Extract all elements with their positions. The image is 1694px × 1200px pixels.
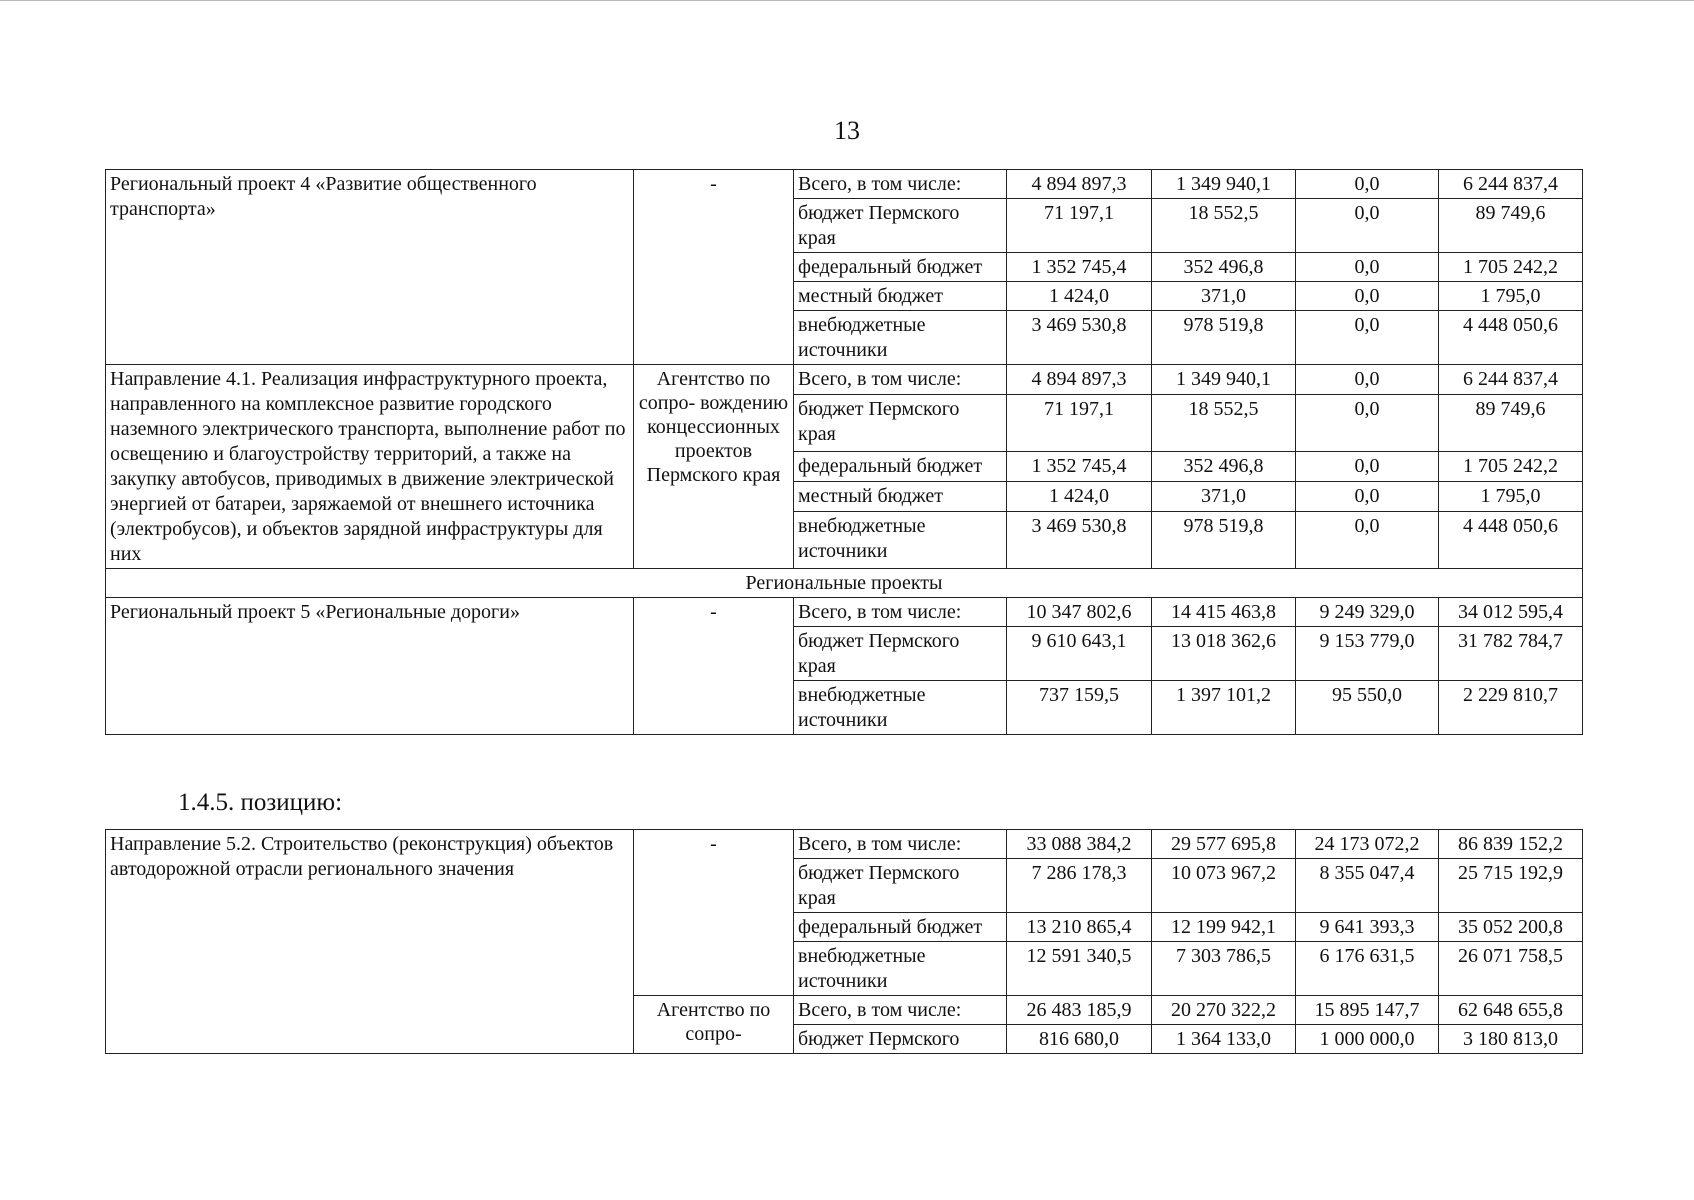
value-cell: 0,0 <box>1296 482 1439 512</box>
value-cell: 13 018 362,6 <box>1152 627 1296 681</box>
value-cell: 1 349 940,1 <box>1152 170 1296 199</box>
value-cell: 1 424,0 <box>1007 482 1152 512</box>
value-cell: 1 364 133,0 <box>1152 1025 1296 1054</box>
value-cell: 15 895 147,7 <box>1296 996 1439 1025</box>
value-cell: 29 577 695,8 <box>1152 830 1296 859</box>
value-cell: 371,0 <box>1152 482 1296 512</box>
funding-source-label: Всего, в том числе: <box>794 996 1007 1025</box>
value-cell: 737 159,5 <box>1007 681 1152 735</box>
value-cell: 2 229 810,7 <box>1439 681 1583 735</box>
value-cell: 25 715 192,9 <box>1439 859 1583 913</box>
value-cell: 978 519,8 <box>1152 512 1296 569</box>
value-cell: 0,0 <box>1296 512 1439 569</box>
funding-source-label: Всего, в том числе: <box>794 830 1007 859</box>
value-cell: 3 180 813,0 <box>1439 1025 1583 1054</box>
funding-source-label: Всего, в том числе: <box>794 598 1007 627</box>
section-header: Региональные проекты <box>106 569 1583 598</box>
value-cell: 1 705 242,2 <box>1439 451 1583 481</box>
value-cell: 0,0 <box>1296 365 1439 395</box>
funding-source-label: внебюджетные источники <box>794 311 1007 365</box>
value-cell: 371,0 <box>1152 282 1296 311</box>
project-name-cell: Региональный проект 4 «Развитие общественного транспорта» <box>106 170 634 365</box>
value-cell: 89 749,6 <box>1439 395 1583 451</box>
page-number: 13 <box>834 116 860 145</box>
funding-source-label: федеральный бюджет <box>794 913 1007 942</box>
value-cell: 8 355 047,4 <box>1296 859 1439 913</box>
direction-name-cell: Направление 5.2. Строительство (реконструкция) объектов автодорожной отрасли регионального значения <box>106 830 634 1054</box>
value-cell: 0,0 <box>1296 170 1439 199</box>
value-cell: 9 153 779,0 <box>1296 627 1439 681</box>
value-cell: 3 469 530,8 <box>1007 311 1152 365</box>
value-cell: 4 894 897,3 <box>1007 170 1152 199</box>
value-cell: 10 073 967,2 <box>1152 859 1296 913</box>
funding-source-label: внебюджетные источники <box>794 512 1007 569</box>
value-cell: 95 550,0 <box>1296 681 1439 735</box>
project-name-cell: Региональный проект 5 «Региональные дороги» <box>106 598 634 735</box>
value-cell: 978 519,8 <box>1152 311 1296 365</box>
value-cell: 0,0 <box>1296 311 1439 365</box>
section-heading: 1.4.5. позицию: <box>178 789 343 816</box>
value-cell: 10 347 802,6 <box>1007 598 1152 627</box>
value-cell: 20 270 322,2 <box>1152 996 1296 1025</box>
responsible-agency-cell: - <box>634 598 794 735</box>
value-cell: 6 176 631,5 <box>1296 942 1439 996</box>
value-cell: 14 415 463,8 <box>1152 598 1296 627</box>
funding-source-label: внебюджетные источники <box>794 942 1007 996</box>
value-cell: 6 244 837,4 <box>1439 365 1583 395</box>
value-cell: 1 352 745,4 <box>1007 451 1152 481</box>
value-cell: 89 749,6 <box>1439 199 1583 253</box>
value-cell: 9 249 329,0 <box>1296 598 1439 627</box>
value-cell: 1 349 940,1 <box>1152 365 1296 395</box>
value-cell: 71 197,1 <box>1007 199 1152 253</box>
value-cell: 6 244 837,4 <box>1439 170 1583 199</box>
value-cell: 12 591 340,5 <box>1007 942 1152 996</box>
value-cell: 71 197,1 <box>1007 395 1152 451</box>
value-cell: 4 448 050,6 <box>1439 512 1583 569</box>
value-cell: 0,0 <box>1296 282 1439 311</box>
funding-table-2 <box>105 829 1583 1054</box>
responsible-agency-cell: - <box>634 170 794 365</box>
value-cell: 1 352 745,4 <box>1007 253 1152 282</box>
value-cell: 1 705 242,2 <box>1439 253 1583 282</box>
table-row <box>106 170 1583 199</box>
value-cell: 1 397 101,2 <box>1152 681 1296 735</box>
value-cell: 12 199 942,1 <box>1152 913 1296 942</box>
value-cell: 24 173 072,2 <box>1296 830 1439 859</box>
funding-source-label: федеральный бюджет <box>794 253 1007 282</box>
funding-source-label: федеральный бюджет <box>794 451 1007 481</box>
responsible-agency-cell: Агентство по сопро- <box>634 996 794 1054</box>
funding-source-label: Всего, в том числе: <box>794 170 1007 199</box>
funding-source-label: внебюджетные источники <box>794 681 1007 735</box>
value-cell: 816 680,0 <box>1007 1025 1152 1054</box>
value-cell: 0,0 <box>1296 451 1439 481</box>
value-cell: 4 894 897,3 <box>1007 365 1152 395</box>
table-row <box>106 598 1583 627</box>
funding-source-label: бюджет Пермского края <box>794 199 1007 253</box>
funding-source-label: бюджет Пермского <box>794 1025 1007 1054</box>
responsible-agency-cell: Агентство по сопро- вождению концессионных проектов Пермского края <box>634 365 794 569</box>
value-cell: 1 000 000,0 <box>1296 1025 1439 1054</box>
funding-source-label: Всего, в том числе: <box>794 365 1007 395</box>
value-cell: 33 088 384,2 <box>1007 830 1152 859</box>
value-cell: 26 483 185,9 <box>1007 996 1152 1025</box>
value-cell: 34 012 595,4 <box>1439 598 1583 627</box>
value-cell: 26 071 758,5 <box>1439 942 1583 996</box>
value-cell: 0,0 <box>1296 199 1439 253</box>
value-cell: 86 839 152,2 <box>1439 830 1583 859</box>
direction-name-cell: Направление 4.1. Реализация инфраструктурного проекта, направленного на комплексное развитие городского наземного электрического транспорта, выполнение работ по освещению и благоустройству территорий, а также на закупку автобусов, приводимых в движение электрической энергией от батареи, заряжаемой от внешнего источника (электробусов), и объектов зарядной инфраструктуры для них <box>106 365 634 569</box>
value-cell: 0,0 <box>1296 395 1439 451</box>
value-cell: 0,0 <box>1296 253 1439 282</box>
value-cell: 18 552,5 <box>1152 199 1296 253</box>
table-row <box>106 830 1583 859</box>
value-cell: 7 286 178,3 <box>1007 859 1152 913</box>
value-cell: 3 469 530,8 <box>1007 512 1152 569</box>
value-cell: 13 210 865,4 <box>1007 913 1152 942</box>
value-cell: 4 448 050,6 <box>1439 311 1583 365</box>
funding-source-label: местный бюджет <box>794 482 1007 512</box>
funding-source-label: бюджет Пермского края <box>794 627 1007 681</box>
funding-source-label: бюджет Пермского края <box>794 395 1007 451</box>
value-cell: 9 610 643,1 <box>1007 627 1152 681</box>
value-cell: 7 303 786,5 <box>1152 942 1296 996</box>
value-cell: 35 052 200,8 <box>1439 913 1583 942</box>
section-header-row <box>106 569 1583 598</box>
value-cell: 18 552,5 <box>1152 395 1296 451</box>
value-cell: 1 795,0 <box>1439 482 1583 512</box>
value-cell: 352 496,8 <box>1152 253 1296 282</box>
value-cell: 1 424,0 <box>1007 282 1152 311</box>
scan-top-edge <box>0 0 1694 1</box>
value-cell: 9 641 393,3 <box>1296 913 1439 942</box>
funding-source-label: бюджет Пермского края <box>794 859 1007 913</box>
value-cell: 1 795,0 <box>1439 282 1583 311</box>
value-cell: 31 782 784,7 <box>1439 627 1583 681</box>
value-cell: 352 496,8 <box>1152 451 1296 481</box>
value-cell: 62 648 655,8 <box>1439 996 1583 1025</box>
table-row <box>106 365 1583 395</box>
responsible-agency-cell: - <box>634 830 794 996</box>
funding-table-1 <box>105 169 1583 735</box>
funding-source-label: местный бюджет <box>794 282 1007 311</box>
